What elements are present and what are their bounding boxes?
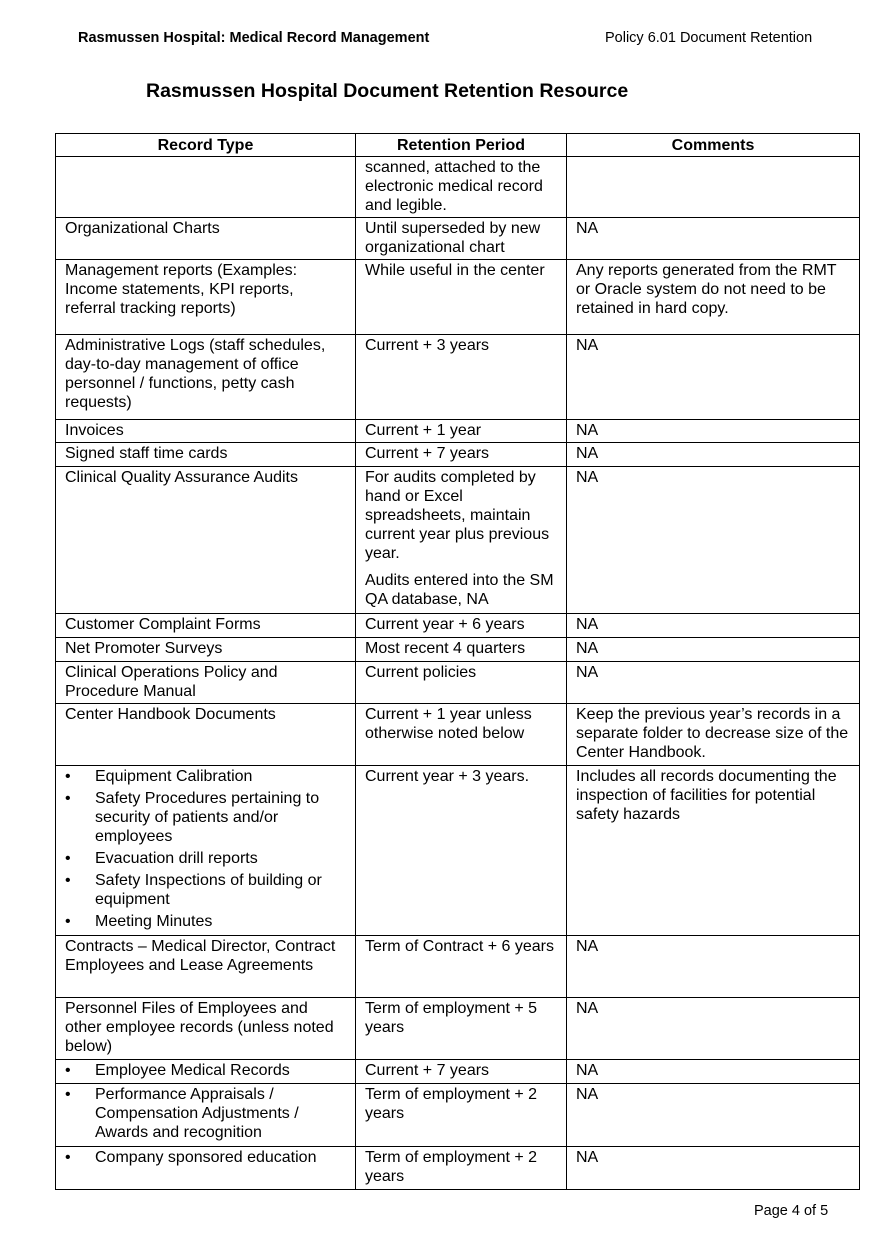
bullet-text: Company sponsored education (95, 1149, 317, 1166)
record-type-text: Customer Complaint Forms (65, 616, 261, 633)
cell-record-type (56, 335, 356, 420)
record-type-text: Center Handbook Documents (65, 706, 276, 723)
cell-comments (567, 157, 860, 218)
cell-comments (567, 704, 860, 766)
cell-retention-period (356, 638, 567, 662)
comments-text: NA (576, 1086, 599, 1103)
table-row (56, 662, 860, 704)
bullet-icon: • (65, 872, 71, 889)
cell-comments (567, 766, 860, 936)
cell-retention-period (356, 467, 567, 614)
record-type-text: Management reports (Examples: Income statements, KPI reports, referral tracking reports) (65, 262, 298, 317)
cell-record-type (56, 260, 356, 335)
cell-comments (567, 662, 860, 704)
cell-retention-period (356, 218, 567, 260)
record-type-text: Clinical Quality Assurance Audits (65, 469, 298, 486)
column-header-comments: Comments (567, 134, 860, 157)
bullet-text: Safety Procedures pertaining to security of patients and/or employees (95, 790, 320, 845)
table-row (56, 638, 860, 662)
table-row (56, 443, 860, 467)
cell-comments (567, 638, 860, 662)
cell-comments (567, 1147, 860, 1190)
record-type-text: Invoices (65, 422, 124, 439)
retention-period-text: scanned, attached to the electronic medical record and legible. (365, 159, 543, 214)
cell-comments (567, 260, 860, 335)
page-title: Rasmussen Hospital Document Retention Resource (146, 80, 629, 102)
table-row (56, 936, 860, 998)
bullet-item (65, 912, 346, 931)
cell-retention-period (356, 443, 567, 467)
record-type-text: Personnel Files of Employees and other employee records (unless noted below) (65, 1000, 334, 1055)
comments-text: NA (576, 1149, 599, 1166)
bullet-icon: • (65, 1062, 71, 1079)
comments-text: Includes all records documenting the inspection of facilities for potential safety hazards (576, 768, 837, 823)
table-row (56, 420, 860, 443)
comments-text: NA (576, 220, 599, 237)
cell-retention-period (356, 1084, 567, 1147)
cell-comments (567, 443, 860, 467)
column-header-record-type: Record Type (56, 134, 356, 157)
cell-record-type (56, 638, 356, 662)
cell-retention-period (356, 662, 567, 704)
comments-text: NA (576, 1000, 599, 1017)
comments-text: NA (576, 422, 599, 439)
retention-period-text: Current + 7 years (365, 1062, 490, 1079)
comments-text: NA (576, 640, 599, 657)
cell-comments (567, 936, 860, 998)
retention-period-text: Current + 7 years (365, 445, 490, 462)
record-type-bullet-list (65, 1085, 346, 1142)
record-type-text: Signed staff time cards (65, 445, 228, 462)
cell-record-type (56, 443, 356, 467)
cell-retention-period (356, 766, 567, 936)
record-type-bullet-list (65, 767, 346, 931)
retention-period-text: Term of employment + 5 years (365, 1000, 538, 1036)
cell-retention-period (356, 998, 567, 1060)
cell-retention-period (356, 936, 567, 998)
cell-retention-period (356, 614, 567, 638)
retention-period-text: Term of employment + 2 years (365, 1149, 538, 1185)
comments-text: NA (576, 469, 599, 486)
table-row (56, 157, 860, 218)
comments-text: NA (576, 664, 599, 681)
bullet-item (65, 849, 346, 868)
retention-period-text: Current year + 6 years (365, 616, 525, 633)
record-type-text: Organizational Charts (65, 220, 220, 237)
table-row (56, 998, 860, 1060)
comments-text: NA (576, 938, 599, 955)
table-row (56, 260, 860, 335)
cell-comments (567, 998, 860, 1060)
cell-retention-period (356, 1060, 567, 1084)
retention-period-text: Audits entered into the SM QA database, NA (365, 572, 554, 608)
retention-period-text: Term of Contract + 6 years (365, 938, 554, 955)
comments-text: NA (576, 1062, 599, 1079)
table-row (56, 614, 860, 638)
bullet-text: Evacuation drill reports (95, 850, 258, 867)
cell-record-type (56, 218, 356, 260)
cell-retention-period (356, 1147, 567, 1190)
cell-comments (567, 614, 860, 638)
bullet-item (65, 1148, 346, 1167)
cell-record-type (56, 1060, 356, 1084)
bullet-text: Performance Appraisals / Compensation Adjustments / Awards and recognition (95, 1086, 299, 1141)
bullet-icon: • (65, 850, 71, 867)
bullet-icon: • (65, 913, 71, 930)
table-row (56, 766, 860, 936)
bullet-item (65, 789, 346, 846)
cell-retention-period (356, 260, 567, 335)
record-type-bullet-list (65, 1148, 346, 1167)
bullet-icon: • (65, 790, 71, 807)
cell-record-type (56, 1147, 356, 1190)
retention-period-text: Current + 1 year unless otherwise noted below (365, 706, 532, 742)
bullet-item (65, 1061, 346, 1080)
table-row (56, 1060, 860, 1084)
comments-text: Any reports generated from the RMT or Oracle system do not need to be retained in hard copy. (576, 262, 837, 317)
cell-comments (567, 420, 860, 443)
bullet-icon: • (65, 1149, 71, 1166)
comments-text: Keep the previous year’s records in a separate folder to decrease size of the Center Handbook. (576, 706, 849, 761)
bullet-text: Employee Medical Records (95, 1062, 290, 1079)
bullet-text: Equipment Calibration (95, 768, 253, 785)
retention-period-text: Current + 3 years (365, 337, 490, 354)
table-row (56, 467, 860, 614)
bullet-item (65, 871, 346, 909)
cell-record-type (56, 704, 356, 766)
table-row (56, 218, 860, 260)
cell-record-type (56, 766, 356, 936)
column-header-retention-period: Retention Period (356, 134, 567, 157)
retention-period-text: Until superseded by new organizational chart (365, 220, 541, 256)
cell-record-type (56, 998, 356, 1060)
table-row (56, 1084, 860, 1147)
cell-record-type (56, 662, 356, 704)
header-policy-label: Policy 6.01 Document Retention (605, 30, 813, 46)
record-type-text: Administrative Logs (staff schedules, day-to-day management of office personnel / functions, petty cash requests) (65, 337, 326, 411)
header-left-title: Rasmussen Hospital: Medical Record Management (78, 30, 430, 46)
bullet-text: Meeting Minutes (95, 913, 213, 930)
table-row (56, 704, 860, 766)
cell-comments (567, 335, 860, 420)
retention-period-text: Term of employment + 2 years (365, 1086, 538, 1122)
bullet-icon: • (65, 1086, 71, 1103)
bullet-icon: • (65, 768, 71, 785)
comments-text: NA (576, 337, 599, 354)
cell-comments (567, 467, 860, 614)
comments-text: NA (576, 616, 599, 633)
comments-text: NA (576, 445, 599, 462)
cell-record-type (56, 1084, 356, 1147)
cell-comments (567, 1060, 860, 1084)
cell-retention-period (356, 420, 567, 443)
cell-record-type (56, 467, 356, 614)
table-header-row (56, 134, 860, 157)
record-type-text: Net Promoter Surveys (65, 640, 223, 657)
record-type-text: Contracts – Medical Director, Contract Employees and Lease Agreements (65, 938, 336, 974)
cell-retention-period (356, 335, 567, 420)
bullet-item (65, 767, 346, 786)
cell-retention-period (356, 704, 567, 766)
record-type-bullet-list (65, 1061, 346, 1080)
cell-record-type (56, 936, 356, 998)
retention-period-text: While useful in the center (365, 262, 545, 279)
bullet-item (65, 1085, 346, 1142)
bullet-text: Safety Inspections of building or equipment (95, 872, 322, 908)
table-row (56, 335, 860, 420)
page-number: Page 4 of 5 (754, 1203, 829, 1219)
cell-retention-period (356, 157, 567, 218)
cell-comments (567, 1084, 860, 1147)
retention-period-text: For audits completed by hand or Excel spreadsheets, maintain current year plus previous year. (365, 469, 550, 562)
table-row (56, 1147, 860, 1190)
cell-record-type (56, 614, 356, 638)
cell-record-type (56, 420, 356, 443)
retention-period-text: Current policies (365, 664, 477, 681)
retention-period-text: Most recent 4 quarters (365, 640, 526, 657)
record-type-text: Clinical Operations Policy and Procedure Manual (65, 664, 278, 700)
cell-record-type (56, 157, 356, 218)
cell-comments (567, 218, 860, 260)
retention-period-text: Current year + 3 years. (365, 768, 530, 785)
retention-table (55, 133, 860, 1190)
retention-period-text: Current + 1 year (365, 422, 482, 439)
